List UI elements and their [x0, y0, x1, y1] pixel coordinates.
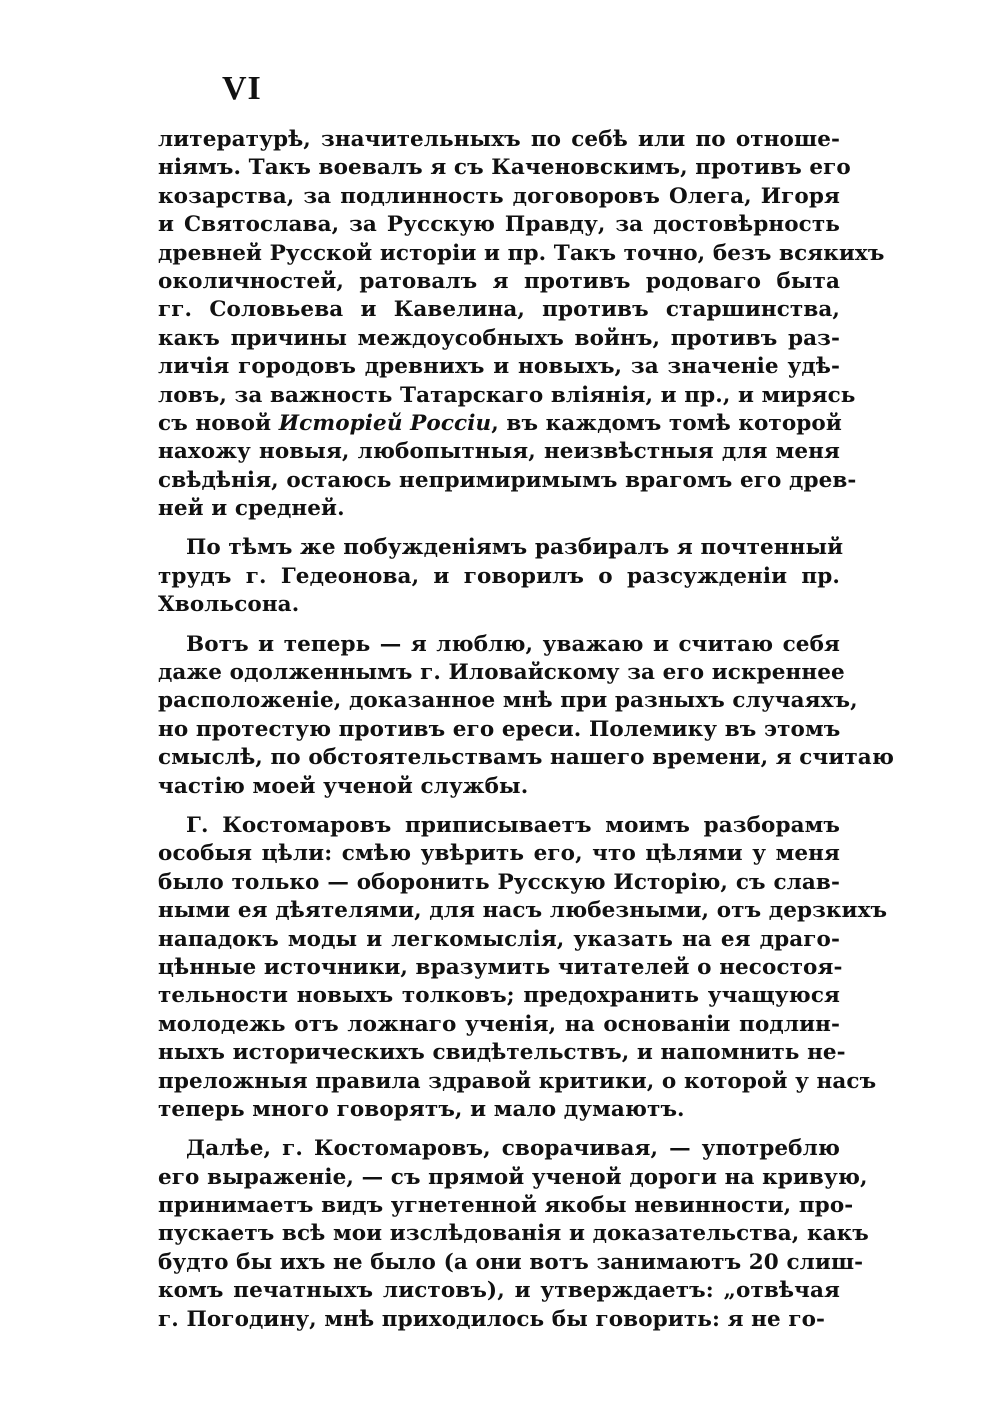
text-line: теперь много говорятъ, и мало думаютъ.	[158, 1096, 685, 1122]
text-fragment: съ новой	[158, 410, 279, 436]
text-line: пускаетъ всѣ мои изслѣдованія и доказательства, какъ	[158, 1221, 869, 1247]
text-line: молодежь отъ ложнаго ученія, на основаніи подлин-	[158, 1011, 840, 1037]
text-line: Хвольсона.	[158, 592, 300, 618]
paragraph	[158, 812, 888, 1124]
text-line: частію моей ученой службы.	[158, 773, 529, 799]
text-line: Г. Костомаровъ приписываетъ моимъ разборамъ	[186, 812, 840, 838]
text-line: будто бы ихъ не было (а они вотъ занимаютъ 20 слиш-	[158, 1249, 864, 1275]
text-line: даже одолженнымъ г. Иловайскому за его искреннее	[158, 660, 845, 686]
text-line: его выраженіе, — съ прямой ученой дороги на кривую,	[158, 1164, 868, 1190]
text-line: тельности новыхъ толковъ; предохранить учащуюся	[158, 983, 840, 1009]
text-line: комъ печатныхъ листовъ), и утверждаетъ: „отвѣчая	[158, 1278, 840, 1304]
text-line: какъ причины междоусобныхъ войнъ, противъ раз-	[158, 325, 840, 351]
text-line: цѣнные источники, вразумить читателей о несостоя-	[158, 954, 843, 980]
page-body-text	[158, 126, 894, 1345]
text-line: смыслѣ, по обстоятельствамъ нашего времени, я считаю	[158, 745, 894, 771]
text-line: свѣдѣнія, остаюсь непримиримымъ врагомъ его древ-	[158, 467, 857, 493]
text-line: нахожу новыя, любопытныя, неизвѣстныя для меня	[158, 439, 840, 465]
text-line: ными ея дѣятелями, для насъ любезными, отъ дерзкихъ	[158, 898, 888, 924]
text-line: ней и средней.	[158, 496, 345, 522]
text-line: ловъ, за важность Татарскаго вліянія, и пр., и мирясь	[158, 382, 856, 408]
text-line: гг. Соловьева и Кавелина, противъ старшинства,	[158, 297, 840, 323]
text-line: принимаетъ видъ угнетенной якобы невинности, про-	[158, 1193, 854, 1219]
text-line: и Святослава, за Русскую Правду, за достовѣрность	[158, 212, 840, 238]
paragraph	[158, 631, 894, 801]
text-fragment: , въ каждомъ томѣ которой	[491, 410, 842, 436]
paragraph	[158, 1135, 869, 1334]
text-line: По тѣмъ же побужденіямъ разбиралъ я почтенный	[186, 535, 844, 561]
text-line: козарства, за подлинность договоровъ Олега, Игоря	[158, 183, 840, 209]
text-line: трудъ г. Гедеонова, и говорилъ о разсужденіи пр.	[158, 563, 840, 589]
text-line: особыя цѣли: смѣю увѣрить его, что цѣлями у меня	[158, 841, 840, 867]
text-line: г. Погодину, мнѣ приходилось бы говорить: я не го-	[158, 1306, 826, 1332]
text-line	[158, 410, 840, 438]
text-line: расположеніе, доказанное мнѣ при разныхъ случаяхъ,	[158, 688, 858, 714]
text-line: было только — оборонить Русскую Исторію, съ слав-	[158, 869, 840, 895]
text-line: Вотъ и теперь — я люблю, уважаю и считаю себя	[186, 631, 840, 657]
text-line: ныхъ историческихъ свидѣтельствъ, и напомнить не-	[158, 1040, 846, 1066]
text-line: литературѣ, значительныхъ по себѣ или по отноше-	[158, 127, 840, 152]
text-line: преложныя правила здравой критики, о которой у насъ	[158, 1068, 877, 1094]
text-line: древней Русской исторіи и пр. Такъ точно, безъ всякихъ	[158, 240, 885, 266]
text-line: но протестую противъ его ереси. Полемику въ этомъ	[158, 716, 841, 742]
paragraph	[158, 534, 844, 619]
text-line: околичностей, ратовалъ я противъ родоваго быта	[158, 268, 840, 294]
paragraph	[158, 126, 885, 523]
text-line: личія городовъ древнихъ и новыхъ, за значеніе удѣ-	[158, 354, 840, 380]
text-line: ніямъ. Такъ воевалъ я съ Каченовскимъ, противъ его	[158, 155, 851, 181]
text-line: нападокъ моды и легкомыслія, указать на ея драго-	[158, 926, 840, 952]
italic-title: Исторіей Россіи	[278, 410, 492, 436]
text-line: Далѣе, г. Костомаровъ, сворачивая, — употреблю	[186, 1136, 840, 1162]
page-number: VI	[222, 70, 262, 107]
